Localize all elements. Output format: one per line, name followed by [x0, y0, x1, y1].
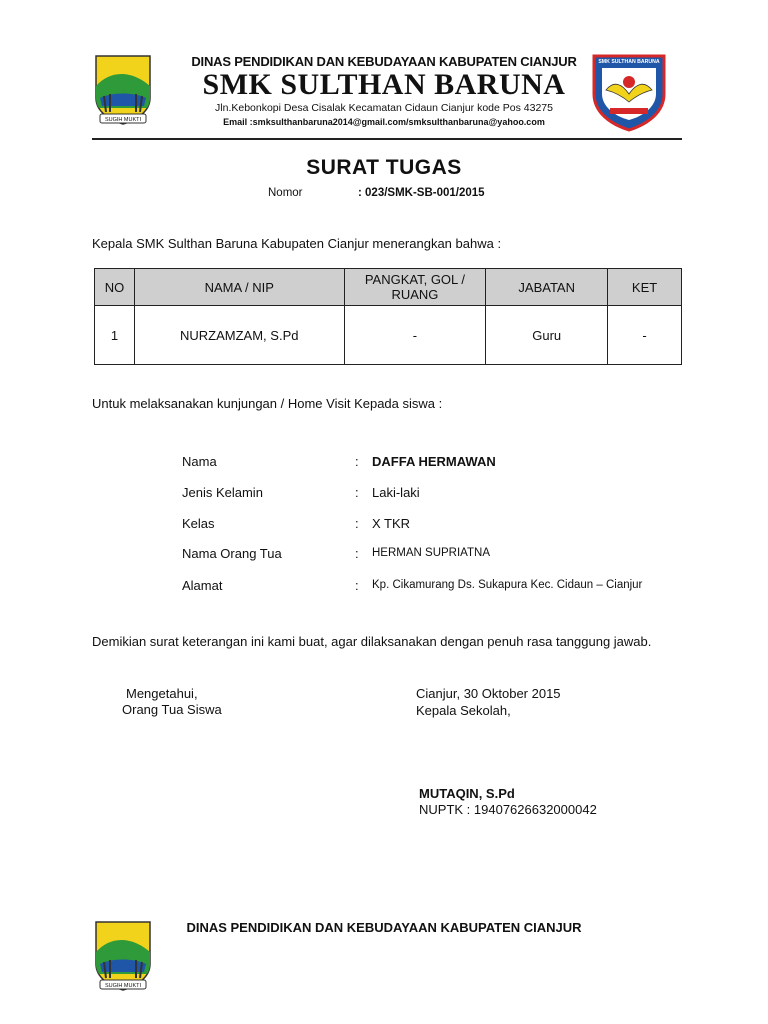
principal-name: MUTAQIN, S.Pd: [419, 786, 515, 801]
purpose-text: Untuk melaksanakan kunjungan / Home Visit Kepada siswa :: [92, 396, 443, 411]
signature-left-line1: Mengetahui,: [126, 686, 198, 701]
intro-text: Kepala SMK Sulthan Baruna Kabupaten Cianjur menerangkan bahwa :: [92, 236, 502, 251]
staff-table: [94, 268, 682, 365]
principal-nuptk: NUPTK : 19407626632000042: [419, 802, 597, 817]
letter-title: SURAT TUGAS: [306, 156, 462, 179]
detail-colon: :: [355, 454, 359, 469]
column-header: PANGKAT, GOL / RUANG: [344, 269, 486, 306]
crest-text: SMK SULTHAN BARUNA: [598, 59, 660, 65]
detail-colon: :: [355, 546, 359, 561]
cell-name: NURZAMZAM, S.Pd: [134, 306, 344, 365]
signature-place-date: Cianjur, 30 Oktober 2015: [416, 686, 561, 701]
column-header: NO: [95, 269, 135, 306]
school-email: Email :smksulthanbaruna2014@gmail.com/smksulthanbaruna@yahoo.com: [223, 117, 545, 127]
signature-left-line2: Orang Tua Siswa: [122, 702, 222, 717]
logo-ribbon-text: SUGIH MUKTI: [104, 117, 142, 123]
closing-text: Demikian surat keterangan ini kami buat, agar dilaksanakan dengan penuh rasa tanggung jawab.: [92, 634, 652, 649]
column-header: JABATAN: [486, 269, 608, 306]
detail-colon: :: [355, 485, 359, 500]
table-header-row: [95, 269, 682, 306]
logo-ribbon-text: SUGIH MUKTI: [104, 983, 142, 989]
detail-value-gender: Laki-laki: [372, 485, 420, 500]
footer-agency: DINAS PENDIDIKAN DAN KEBUDAYAAN KABUPATEN CIANJUR: [186, 920, 582, 935]
detail-label-gender: Jenis Kelamin: [182, 485, 263, 500]
detail-label-parent: Nama Orang Tua: [182, 546, 282, 561]
detail-label-class: Kelas: [182, 516, 215, 531]
agency-heading: DINAS PENDIDIKAN DAN KEBUDAYAAN KABUPATEN CIANJUR: [191, 54, 577, 69]
column-header: KET: [608, 269, 682, 306]
signature-role: Kepala Sekolah,: [416, 703, 511, 718]
detail-label-name: Nama: [182, 454, 217, 469]
cell-note: -: [608, 306, 682, 365]
school-address: Jln.Kebonkopi Desa Cisalak Kecamatan Cidaun Cianjur kode Pos 43275: [215, 102, 553, 114]
detail-colon: :: [355, 578, 359, 593]
detail-label-address: Alamat: [182, 578, 223, 593]
cell-rank: -: [344, 306, 486, 365]
detail-value-parent: HERMAN SUPRIATNA: [372, 547, 490, 559]
school-name: SMK SULTHAN BARUNA: [202, 68, 566, 101]
detail-value-name: DAFFA HERMAWAN: [372, 454, 496, 469]
cell-no: 1: [95, 306, 135, 365]
detail-value-class: X TKR: [372, 516, 411, 531]
column-header: NAMA / NIP: [134, 269, 344, 306]
signature-right-block: [416, 685, 561, 719]
header-divider: [92, 138, 682, 140]
cell-position: Guru: [486, 306, 608, 365]
detail-colon: :: [355, 516, 359, 531]
detail-value-address: Kp. Cikamurang Ds. Sukapura Kec. Cidaun – Cianjur: [372, 579, 643, 591]
table-row: [95, 306, 682, 365]
nomor-value: : 023/SMK-SB-001/2015: [358, 187, 485, 199]
nomor-label: Nomor: [268, 187, 303, 199]
